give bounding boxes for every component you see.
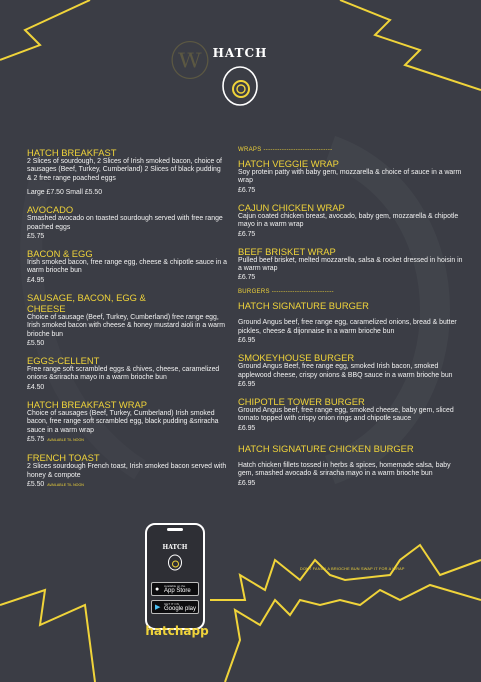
item-title: SAUSAGE, BACON, EGG & CHEESE	[27, 291, 146, 314]
item-title: HATCH BREAKFAST WRAP	[27, 398, 147, 410]
item-desc: Hatch chicken fillets tossed in herbs & spices, homemade salsa, baby gem, smashed avocado & sriracha mayo in a warm brioche bun	[238, 461, 451, 478]
item-price: £6.95	[238, 424, 256, 432]
menu-item	[238, 443, 463, 488]
menu-item	[27, 399, 227, 445]
item-desc: Soy protein patty with baby gem, mozzarella & choice of sauce in a warm wrap	[238, 169, 462, 185]
item-title: BEEF BRISKET WRAP	[238, 245, 336, 257]
wraps-section-label: WRAPS ------------------------------	[238, 147, 333, 153]
item-price: £5.75	[27, 436, 45, 444]
item-price: £5.50	[27, 480, 45, 488]
google-play-button[interactable]	[151, 600, 199, 614]
item-desc: 2 Slices of sourdough, 2 Slices of Irish smoked bacon, choice of sausages (Beef, Turkey, Cumberland) 2 Slices of black pudding & 2 free range poached eggs	[27, 158, 222, 182]
phone-mockup	[145, 523, 205, 630]
brand-title: HATCH	[212, 46, 268, 60]
item-price-row	[27, 480, 227, 490]
app-name: hatchapp	[145, 624, 209, 638]
item-price: £6.95	[238, 337, 256, 345]
menu-item	[238, 202, 463, 239]
item-title: HATCH VEGGIE WRAP	[238, 158, 339, 169]
item-title: CAJUN CHICKEN WRAP	[238, 201, 345, 213]
menu-item	[27, 147, 227, 197]
phone-notch	[167, 528, 183, 531]
item-desc: Free range soft scrambled eggs & chives, cheese, caramelized onions &sriracha mayo in a warm brioche bun	[27, 366, 220, 382]
google-play-label: Google play	[164, 606, 197, 612]
item-price: Large £7.50 Small £5.50	[27, 189, 103, 197]
burgers-section-label: BURGERS ---------------------------	[238, 289, 334, 296]
menu-item	[27, 452, 227, 490]
menu-item	[27, 248, 227, 285]
item-desc: 2 Slices sourdough French toast, Irish smoked bacon served with honey & compote	[27, 463, 227, 479]
item-desc: Ground Angus beef, free range egg, caramelized onions, bread & butter pickles, cheese & dijonnaise in a warm brioche bun	[238, 319, 457, 335]
egg-logo-icon	[218, 62, 262, 106]
item-title: EGGS-CELLENT	[27, 355, 100, 367]
item-title: HATCH SIGNATURE CHICKEN BURGER	[238, 442, 414, 454]
play-icon: ▶	[155, 604, 161, 611]
item-price: £4.95	[27, 276, 45, 284]
item-price: £4.50	[27, 383, 45, 391]
item-title: HATCH BREAKFAST	[27, 147, 117, 158]
item-price: £6.75	[238, 274, 256, 282]
item-desc: Ground Angus beef, free range egg, smoked cheese, baby gem, sliced tomato topped with crispy onion rings and chipotle sauce	[238, 407, 454, 423]
app-store-label: App Store	[164, 588, 191, 594]
item-title: SMOKEYHOUSE BURGER	[238, 352, 355, 364]
svg-text:ⓦ: ⓦ	[170, 39, 210, 85]
item-title: HATCH SIGNATURE BURGER	[238, 300, 369, 312]
egg-logo-icon	[167, 553, 183, 571]
item-desc: Smashed avocado on toasted sourdough served with free range poached eggs	[27, 215, 223, 231]
item-desc: Cajun coated chicken breast, avocado, baby gem, mozzarella & chipotle mayo in a warm wrap	[238, 212, 459, 229]
menu-item	[238, 158, 463, 195]
item-title: BACON & EGG	[27, 248, 93, 260]
menu-item	[238, 246, 463, 283]
app-store-caption: Available on the	[164, 584, 186, 588]
wrap-swap-note: DONT FANCY A BRIOCHE BUN SWAP IT FOR A WRAP	[300, 567, 405, 571]
menu-item	[27, 204, 227, 241]
item-price: £6.95	[238, 381, 256, 389]
app-store-button[interactable]	[151, 582, 199, 596]
item-price-row	[27, 435, 227, 445]
google-play-caption: GET IT ON	[164, 602, 179, 606]
menu-item	[238, 352, 463, 389]
menu-item	[238, 396, 463, 433]
item-desc: Choice of sausages (Beef, Turkey, Cumberland) Irish smoked bacon, free range soft scrambled egg, black pudding &sriracha sauce in a warm wrap	[27, 409, 219, 434]
breakfast-column	[27, 147, 227, 497]
phone-brand: HATCH	[162, 544, 188, 551]
item-title: AVOCADO	[27, 204, 74, 216]
availability-note: AVAILABLE TIL NOON	[47, 482, 84, 487]
item-price: £5.50	[27, 340, 45, 348]
menu-item	[238, 300, 463, 345]
item-desc: Pulled beef brisket, melted mozzarella, salsa & rocket dressed in hoisin in a warm wrap	[238, 256, 463, 273]
item-price: £6.75	[238, 230, 256, 238]
header	[200, 46, 280, 60]
apple-icon: ●	[155, 586, 160, 593]
item-desc: Ground Angus Beef, free range egg, smoked Irish bacon, smoked applewood cheese, crispy onions & BBQ sauce in a warm brioche bun	[238, 363, 453, 379]
item-desc: Choice of sausage (Beef, Turkey, Cumberland) free range egg, Irish smoked bacon with cheese & honey mustard aioli in a warm brioche bun	[27, 313, 226, 338]
menu-item	[27, 355, 227, 392]
availability-note: AVAILABLE TIL NOON	[47, 438, 84, 443]
item-price: £6.95	[238, 479, 256, 487]
wraps-burgers-column	[238, 147, 463, 495]
item-title: FRENCH TOAST	[27, 452, 100, 464]
item-price: £5.75	[27, 233, 45, 241]
item-desc: Irish smoked bacon, free range egg, cheese & chipotle sauce in a warm brioche bun	[27, 259, 227, 275]
item-title: CHIPOTLE TOWER BURGER	[238, 396, 365, 408]
menu-item	[27, 292, 227, 348]
item-price: £6.75	[238, 186, 256, 194]
